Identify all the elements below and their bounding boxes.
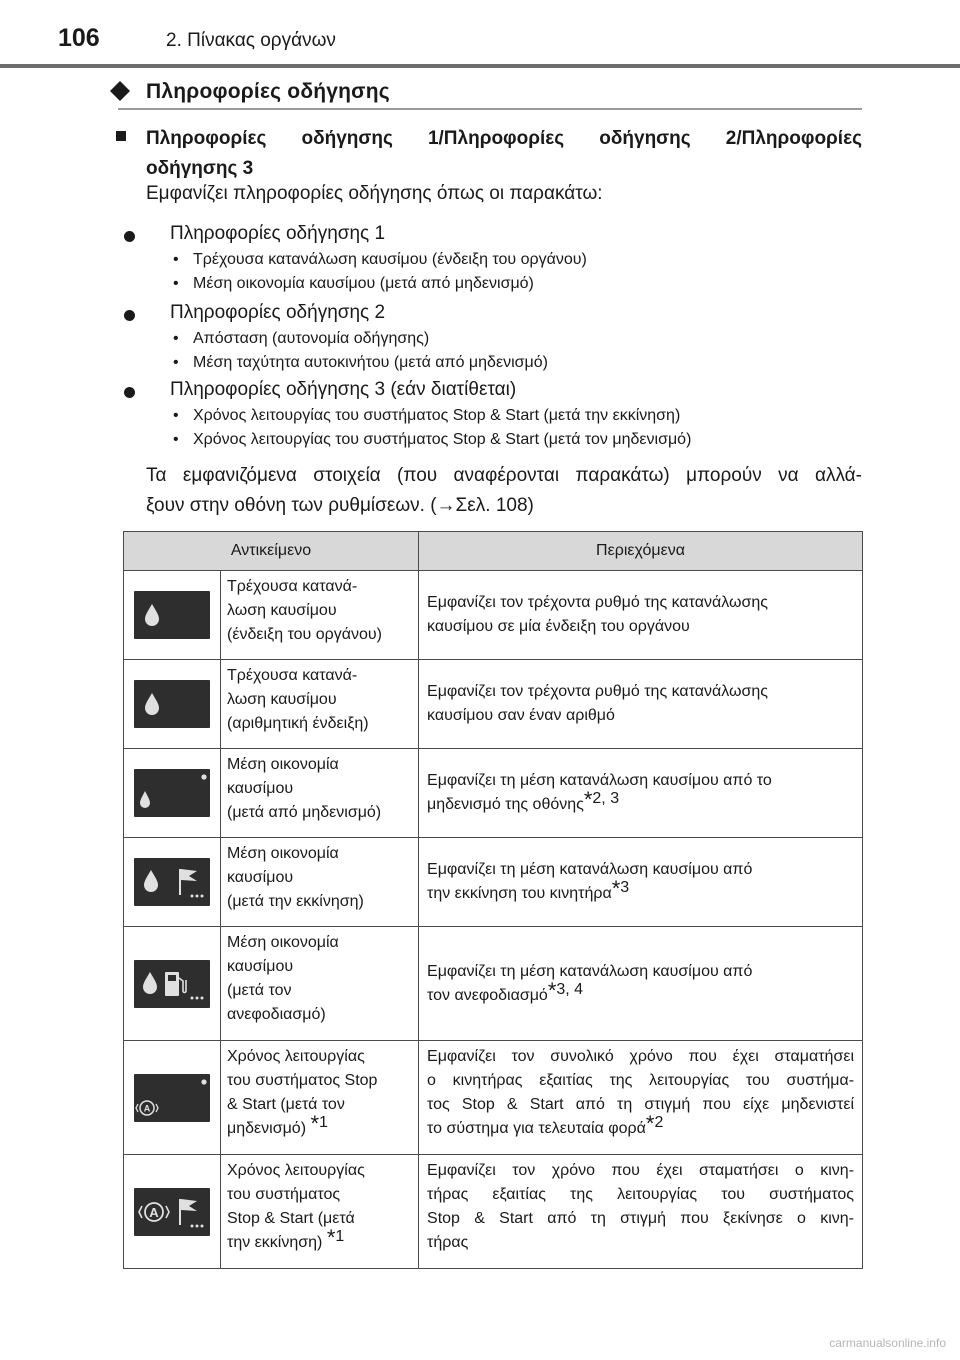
fuel-drop-icon [134,591,210,639]
row-name-line: λωση καυσίμου [227,602,337,619]
header-divider [0,64,960,68]
round-bullet-icon [124,387,135,398]
row-name-line: Χρόνος λειτουργίας [227,1162,365,1179]
stop-start-flag-icon [134,1188,210,1236]
small-bullet-icon: • [173,330,179,347]
footnote-mark: *3, 4 [547,977,584,1003]
small-bullet-icon: • [173,354,179,371]
row-desc-line: Εμφανίζει τη μέση κατανάλωση καυσίμου από το [427,772,772,789]
row-name-line: Μέση οικονομία [227,845,339,862]
group-item: Μέση οικονομία καυσίμου (μετά από μηδενισμό) [193,275,534,292]
footnote-mark: *1 [310,1111,328,1136]
settings-note-line2: ξουν στην οθόνη των ρυθμίσεων. (→Σελ. 108) [146,495,534,516]
row-desc-line: την εκκίνηση του κινητήρα [427,885,612,902]
row-name-line: του συστήματος [227,1186,341,1203]
svg-text:A: A [143,1103,151,1113]
svg-text:A: A [149,1204,159,1220]
row-name-line: & Start (μετά τον [227,1096,345,1113]
group-item: Μέση ταχύτητα αυτοκινήτου (μετά από μηδενισμό) [193,354,548,371]
row-desc-line: τος Stop & Start από τη στιγμή που είχε μηδενιστεί [427,1096,855,1113]
section-title: Πληροφορίες οδήγησης [146,80,390,103]
group-item: Απόσταση (αυτονομία οδήγησης) [193,330,430,347]
row-desc-line: Stop & Start από τη στιγμή που ξεκίνησε ο κινη- [427,1210,855,1227]
round-bullet-icon [124,231,135,242]
fuel-drop-pump-icon [134,960,210,1008]
table-row [124,571,863,660]
row-desc-line: Εμφανίζει τη μέση κατανάλωση καυσίμου από [427,861,753,878]
fuel-drop-icon [134,680,210,728]
row-name-line: την εκκίνηση) [227,1234,323,1251]
row-name-line: (αριθμητική ένδειξη) [227,715,369,732]
row-name-line: Χρόνος λειτουργίας [227,1048,365,1065]
row-desc-line: ο κινητήρας εξαιτίας της λειτουργίας του συστήμα- [427,1072,855,1089]
row-desc-line: Εμφανίζει τον τρέχοντα ρυθμό της κατανάλωσης [427,594,768,611]
row-desc-line: Εμφανίζει τη μέση κατανάλωση καυσίμου από [427,962,753,980]
footnote-mark: *1 [326,1225,345,1250]
fuel-drop-flag-icon [134,858,210,906]
table-row [124,660,863,749]
row-desc-line: Εμφανίζει τον συνολικό χρόνο που έχει σταματήσει [427,1048,855,1065]
row-desc-line: καυσίμου σαν έναν αριθμό [427,707,615,724]
fuel-drop-small-icon [134,769,210,817]
row-name-line: καυσίμου [227,958,294,975]
stop-start-small-icon [134,1074,210,1122]
group-item: Τρέχουσα κατανάλωση καυσίμου (ένδειξη του οργάνου) [193,251,587,268]
footnote-mark: *2, 3 [583,787,620,812]
row-desc-line: τον ανεφοδιασμό [427,986,548,1004]
round-bullet-icon [124,310,135,321]
section-divider [118,108,862,110]
row-desc-line: τήρας [427,1234,469,1251]
source-watermark: carmanualsonline.info [829,1336,946,1350]
row-desc-line: τήρας εξαιτίας της λειτουργίας του συστήματος [427,1186,855,1203]
subsection-title-line1: Πληροφορίες οδήγησης 1/Πληροφορίες οδήγησης 2/Πληροφορίες [146,128,862,149]
table-row [124,927,863,1041]
square-bullet-icon [116,131,126,141]
group-label: Πληροφορίες οδήγησης 2 [170,302,386,323]
items-table [123,531,863,1269]
small-bullet-icon: • [173,275,179,292]
row-name-line: του συστήματος Stop [227,1072,378,1089]
table-row [124,749,863,838]
intro-text: Εμφανίζει πληροφορίες οδήγησης όπως οι παρακάτω: [146,183,603,204]
row-desc-line: μηδενισμό της οθόνης [427,796,584,813]
row-name-line: (μετά από μηδενισμό) [227,804,382,821]
small-bullet-icon: • [173,431,179,448]
row-name-line: (ένδειξη του οργάνου) [227,626,382,643]
row-desc-line: το σύστημα για τελευταία φορά [427,1120,646,1137]
group-item: Χρόνος λειτουργίας του συστήματος Stop & Start (μετά την εκκίνηση) [193,407,681,424]
footnote-mark: *3 [611,876,630,901]
diamond-icon [110,81,130,101]
subsection-title-line2: οδήγησης 3 [146,158,254,179]
group-label: Πληροφορίες οδήγησης 1 [170,223,386,244]
table-row [124,838,863,927]
row-name-line: ανεφοδιασμό) [227,1006,326,1023]
chapter-title: 2. Πίνακας οργάνων [166,30,336,51]
small-bullet-icon: • [173,251,179,268]
row-desc-line: Εμφανίζει τον χρόνο που έχει σταματήσει ο κινη- [427,1162,855,1179]
table-header-row [124,532,863,571]
small-bullet-icon: • [173,407,179,424]
row-name-line: Μέση οικονομία [227,756,339,773]
row-name-line: καυσίμου [227,780,294,797]
row-name-line: Τρέχουσα κατανά- [227,667,358,684]
group-item: Χρόνος λειτουργίας του συστήματος Stop & Start (μετά τον μηδενισμό) [193,431,692,448]
column-header-item: Αντικείμενο [124,532,419,571]
row-name-line: λωση καυσίμου [227,691,337,708]
row-name-line: (μετά τον [227,982,292,999]
settings-note-line1: Τα εμφανιζόμενα στοιχεία (που αναφέρονται παρακάτω) μπορούν να αλλά- [146,465,862,486]
page-number: 106 [58,24,100,52]
row-desc-line: καυσίμου σε μία ένδειξη του οργάνου [427,618,690,635]
column-header-contents: Περιεχόμενα [419,532,863,571]
row-name-line: καυσίμου [227,869,294,886]
section-heading [108,77,862,109]
group-label: Πληροφορίες οδήγησης 3 (εάν διατίθεται) [170,379,517,400]
row-name-line: μηδενισμό) [227,1120,307,1137]
row-name-line: Μέση οικονομία [227,934,339,951]
table-row [124,1155,863,1269]
row-name-line: (μετά την εκκίνηση) [227,893,364,910]
row-desc-line: Εμφανίζει τον τρέχοντα ρυθμό της κατανάλωσης [427,683,768,700]
row-name-line: Stop & Start (μετά [227,1210,355,1227]
table-row [124,1041,863,1155]
row-name-line: Τρέχουσα κατανά- [227,578,358,595]
footnote-mark: *2 [645,1111,664,1136]
